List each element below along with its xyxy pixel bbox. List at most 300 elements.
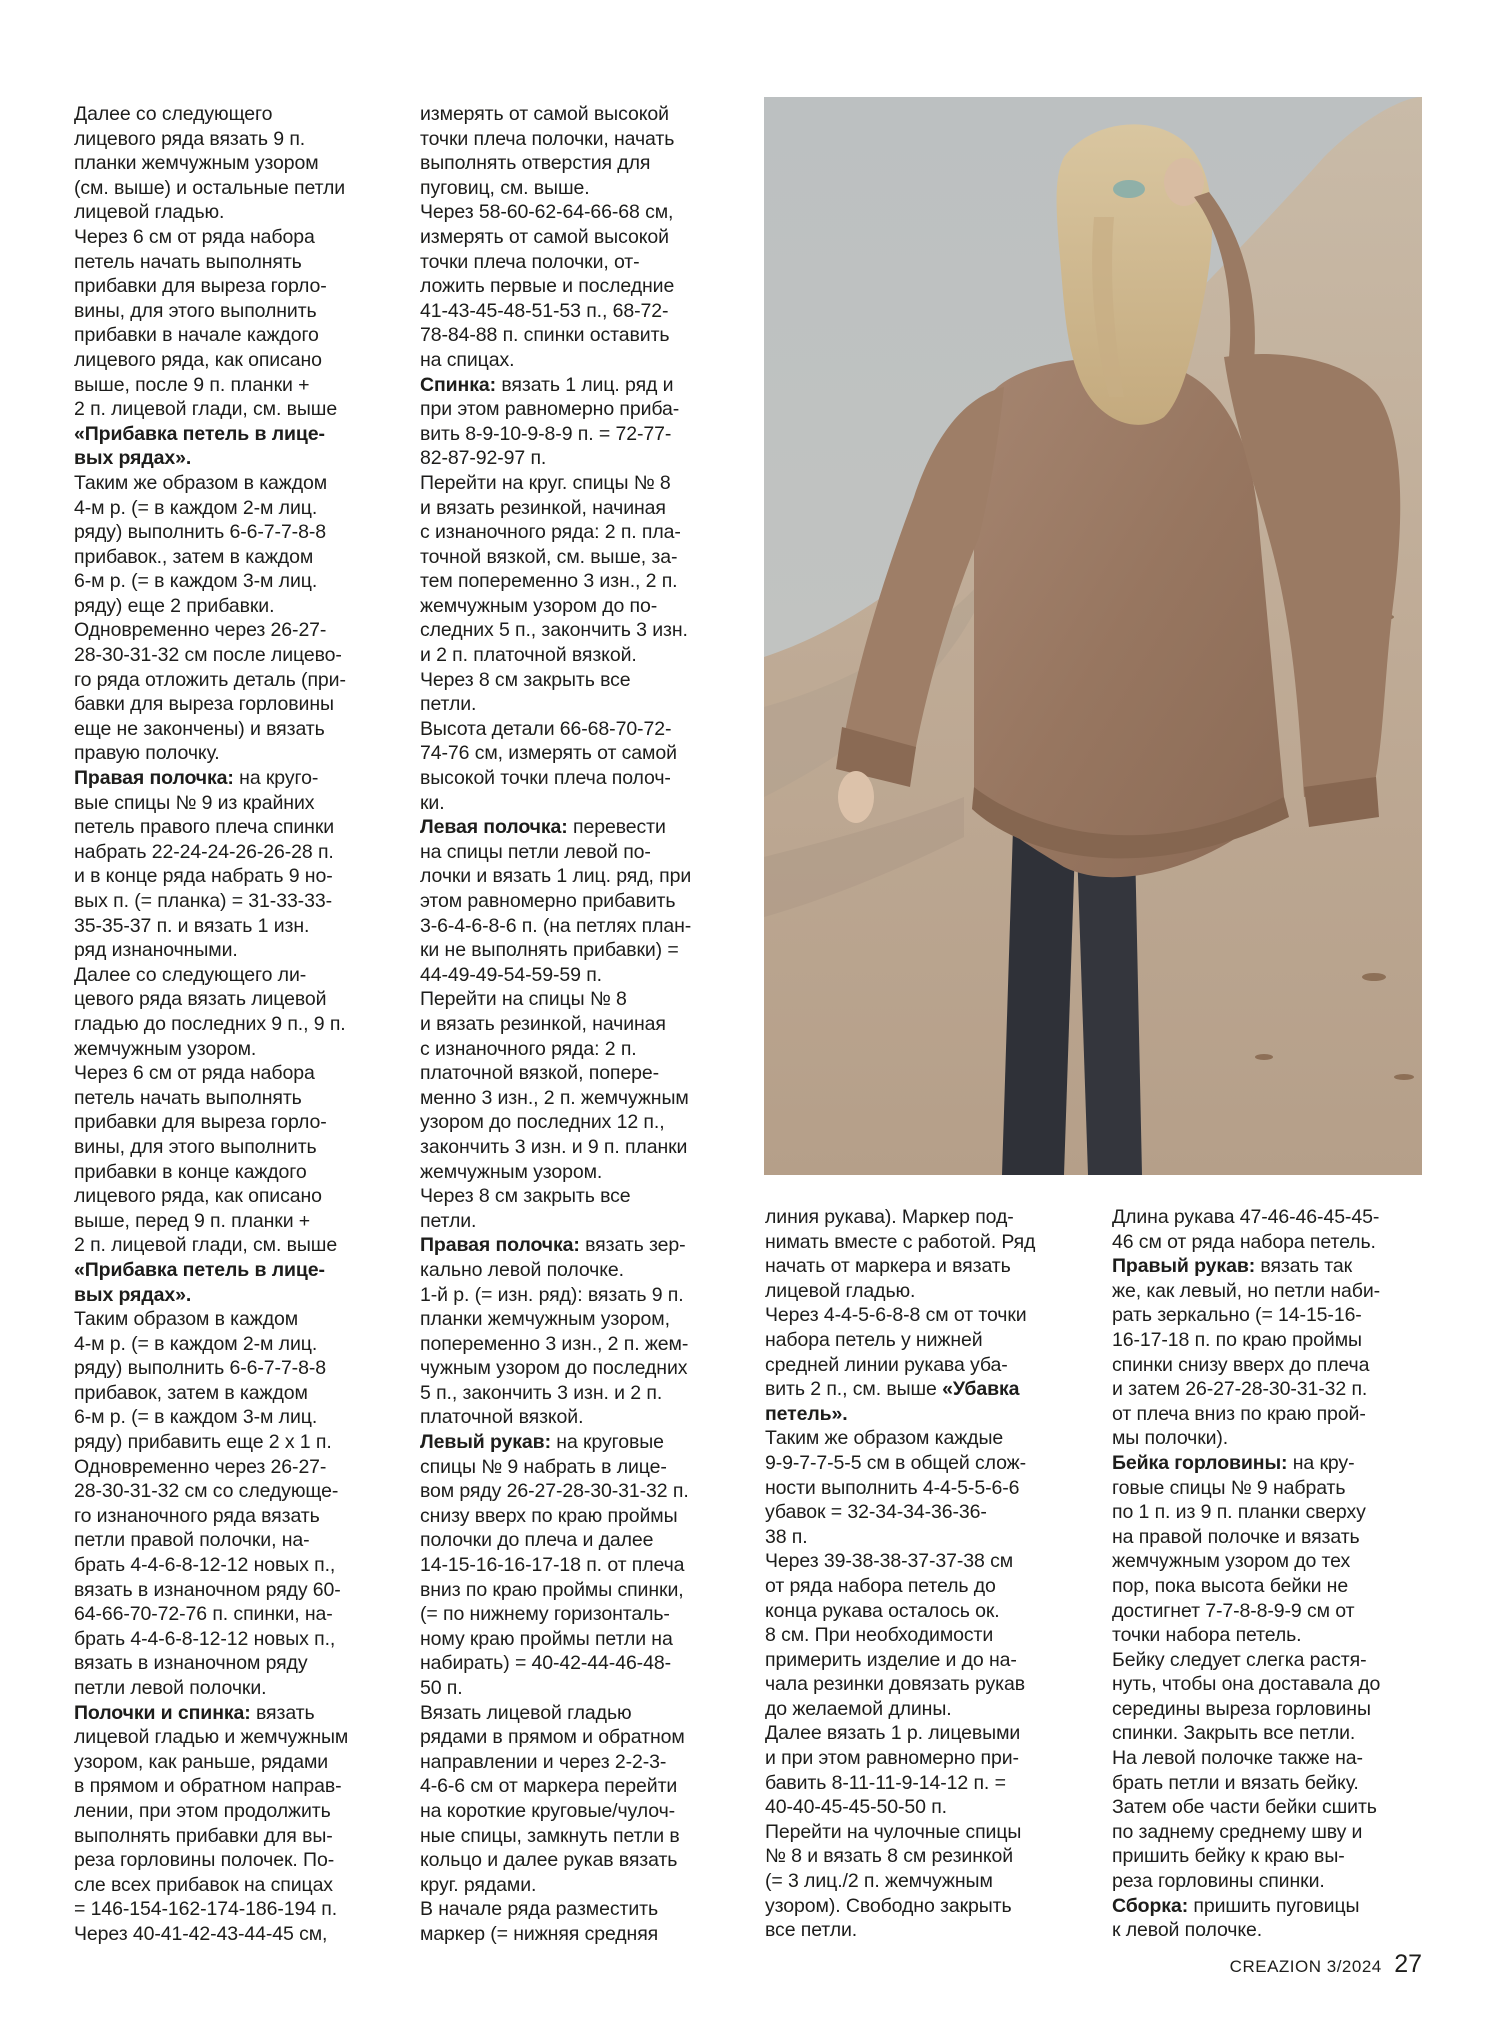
text-run: Одновременно через 26-27- bbox=[74, 619, 327, 642]
text-line bbox=[420, 200, 740, 225]
text-line bbox=[420, 1307, 740, 1332]
text-line bbox=[74, 1651, 394, 1676]
text-line bbox=[420, 1233, 740, 1258]
text-run: реза горловины полочек. По- bbox=[74, 1849, 335, 1872]
text-run: гладью до последних 9 п., 9 п. bbox=[74, 1012, 346, 1035]
text-run: ряд изнаночными. bbox=[74, 939, 238, 962]
text-run: 44-49-49-54-59-59 п. bbox=[420, 963, 603, 986]
bold-heading: Левая полочка: bbox=[420, 816, 568, 839]
text-line bbox=[765, 1500, 1085, 1525]
text-line bbox=[765, 1894, 1085, 1919]
text-run: правую полочку. bbox=[74, 742, 220, 765]
text-line bbox=[420, 643, 740, 668]
text-line bbox=[420, 594, 740, 619]
text-line bbox=[420, 545, 740, 570]
text-line bbox=[420, 1504, 740, 1529]
text-run: чужным узором до последних bbox=[420, 1357, 688, 1380]
text-line bbox=[420, 1774, 740, 1799]
text-run: и 2 п. платочной вязкой. bbox=[420, 644, 637, 667]
magazine-issue: CREAZION 3/2024 bbox=[1229, 1957, 1382, 1976]
text-line bbox=[1112, 1894, 1432, 1919]
text-run: вить 8-9-10-9-8-9 п. = 72-77- bbox=[420, 422, 672, 445]
bold-heading: «Убавка bbox=[942, 1378, 1020, 1401]
text-line bbox=[765, 1844, 1085, 1869]
text-run: жемчужным узором до по- bbox=[420, 594, 658, 617]
text-line bbox=[1112, 1672, 1432, 1697]
text-line bbox=[420, 323, 740, 348]
text-run: платочной вязкой, попере- bbox=[420, 1062, 660, 1085]
text-line bbox=[420, 1012, 740, 1037]
text-line bbox=[420, 618, 740, 643]
text-line bbox=[420, 1578, 740, 1603]
text-run: Одновременно через 26-27- bbox=[74, 1455, 327, 1478]
text-line bbox=[74, 348, 394, 373]
text-run: рядами в прямом и обратном bbox=[420, 1726, 685, 1749]
text-line bbox=[420, 963, 740, 988]
text-run: ности выполнить 4-4-5-5-6-6 bbox=[765, 1476, 1020, 1499]
text-run: 46 см от ряда набора петель. bbox=[1112, 1230, 1376, 1253]
text-run: вниз по краю проймы спинки, bbox=[420, 1578, 684, 1601]
text-run: Вязать лицевой гладью bbox=[420, 1701, 632, 1724]
text-line bbox=[74, 791, 394, 816]
text-run: Через 8 см закрыть все bbox=[420, 668, 631, 691]
text-run: спинки снизу вверх до плеча bbox=[1112, 1353, 1370, 1376]
text-line bbox=[1112, 1426, 1432, 1451]
text-line bbox=[74, 299, 394, 324]
page-number: 27 bbox=[1394, 1950, 1422, 1978]
text-line bbox=[74, 1233, 394, 1258]
text-line bbox=[765, 1525, 1085, 1550]
text-run: Перейти на спицы № 8 bbox=[420, 988, 627, 1011]
text-line bbox=[420, 496, 740, 521]
text-run: жемчужным узором. bbox=[74, 1037, 257, 1060]
text-run: лицевого ряда, как описано bbox=[74, 1185, 322, 1208]
text-line bbox=[765, 1303, 1085, 1328]
text-run: маркер (= нижняя средняя bbox=[420, 1922, 659, 1945]
text-run: го ряда отложить деталь (при- bbox=[74, 668, 346, 691]
text-run: ложить первые и последние bbox=[420, 275, 675, 298]
text-line bbox=[74, 1479, 394, 1504]
text-line bbox=[74, 668, 394, 693]
text-run: пор, пока высота бейки не bbox=[1112, 1574, 1349, 1597]
text-run: узором, как раньше, рядами bbox=[74, 1750, 329, 1773]
text-line bbox=[420, 938, 740, 963]
text-line bbox=[765, 1918, 1085, 1943]
bold-heading: Правая полочка: bbox=[74, 767, 234, 790]
text-line bbox=[765, 1697, 1085, 1722]
text-line bbox=[420, 1824, 740, 1849]
text-line bbox=[420, 1381, 740, 1406]
text-line bbox=[1112, 1599, 1432, 1624]
text-line bbox=[1112, 1205, 1432, 1230]
text-line bbox=[74, 889, 394, 914]
text-line bbox=[765, 1869, 1085, 1894]
text-line bbox=[420, 299, 740, 324]
text-run: пуговиц, см. выше. bbox=[420, 176, 590, 199]
text-run: брать 4-4-6-8-12-12 новых п., bbox=[74, 1627, 336, 1650]
text-line bbox=[74, 1725, 394, 1750]
text-line bbox=[1112, 1451, 1432, 1476]
text-line bbox=[74, 1405, 394, 1430]
text-line bbox=[1112, 1648, 1432, 1673]
text-run: брать 4-4-6-8-12-12 новых п., bbox=[74, 1554, 336, 1577]
text-run: 78-84-88 п. спинки оставить bbox=[420, 324, 670, 347]
text-run: бавить 8-11-11-9-14-12 п. = bbox=[765, 1771, 1006, 1794]
text-run: 1-й р. (= изн. ряд): вязать 9 п. bbox=[420, 1283, 684, 1306]
text-line bbox=[765, 1254, 1085, 1279]
text-run: на спицы петли левой по- bbox=[420, 840, 651, 863]
text-line bbox=[74, 1283, 394, 1308]
text-line bbox=[420, 1184, 740, 1209]
text-line bbox=[74, 102, 394, 127]
text-line bbox=[74, 545, 394, 570]
text-run: Через 40-41-42-43-44-45 см, bbox=[74, 1922, 328, 1945]
text-line bbox=[765, 1476, 1085, 1501]
text-run: Далее со следующего ли- bbox=[74, 963, 307, 986]
text-run: Далее вязать 1 р. лицевыми bbox=[765, 1722, 1021, 1745]
text-line bbox=[765, 1599, 1085, 1624]
text-run: и вязать резинкой, начиная bbox=[420, 1012, 666, 1035]
text-line bbox=[765, 1721, 1085, 1746]
text-run: петель начать выполнять bbox=[74, 1086, 302, 1109]
text-line bbox=[1112, 1353, 1432, 1378]
text-line bbox=[765, 1648, 1085, 1673]
text-line bbox=[1112, 1746, 1432, 1771]
text-line bbox=[765, 1353, 1085, 1378]
text-line bbox=[420, 274, 740, 299]
text-run: узором). Свободно закрыть bbox=[765, 1894, 1012, 1917]
text-line bbox=[420, 1922, 740, 1947]
bold-heading: вых рядах». bbox=[74, 1283, 192, 1306]
text-line bbox=[420, 987, 740, 1012]
text-line bbox=[420, 225, 740, 250]
text-run: снизу вверх по краю проймы bbox=[420, 1504, 678, 1527]
text-line bbox=[420, 422, 740, 447]
text-run: конца рукава осталось ок. bbox=[765, 1599, 1000, 1622]
bold-heading: Правая полочка: bbox=[420, 1234, 580, 1257]
text-line bbox=[765, 1205, 1085, 1230]
text-run: с изнаночного ряда: 2 п. bbox=[420, 1037, 637, 1060]
text-line bbox=[74, 373, 394, 398]
text-run: (см. выше) и остальные петли bbox=[74, 176, 346, 199]
text-line bbox=[74, 914, 394, 939]
text-run: Через 39-38-38-37-37-38 см bbox=[765, 1550, 1014, 1573]
text-run: прибавок, затем в каждом bbox=[74, 1381, 308, 1404]
text-line bbox=[765, 1402, 1085, 1427]
text-run: нуть, чтобы она доставала до bbox=[1112, 1673, 1381, 1696]
text-run: вязать bbox=[250, 1701, 315, 1724]
text-run: лицевого ряда вязать 9 п. bbox=[74, 127, 306, 150]
text-run: мы полочки). bbox=[1112, 1427, 1229, 1450]
bold-heading: Спинка: bbox=[420, 373, 497, 396]
text-run: ному краю проймы петли на bbox=[420, 1627, 673, 1650]
text-line bbox=[74, 1061, 394, 1086]
text-run: менно 3 изн., 2 п. жемчужным bbox=[420, 1086, 689, 1109]
text-run: петель начать выполнять bbox=[74, 250, 302, 273]
text-run: начать от маркера и вязать bbox=[765, 1255, 1011, 1278]
text-run: петли. bbox=[420, 693, 477, 716]
text-line bbox=[420, 1848, 740, 1873]
photo-illustration bbox=[764, 97, 1422, 1175]
text-line bbox=[765, 1279, 1085, 1304]
text-run: 4-м р. (= в каждом 2-м лиц. bbox=[74, 1332, 318, 1355]
text-line bbox=[74, 594, 394, 619]
text-run: вом ряду 26-27-28-30-31-32 п. bbox=[420, 1480, 689, 1503]
text-line bbox=[1112, 1771, 1432, 1796]
text-line bbox=[765, 1451, 1085, 1476]
text-run: прибавки в начале каждого bbox=[74, 324, 319, 347]
text-line bbox=[420, 1725, 740, 1750]
text-run: линия рукава). Маркер под- bbox=[765, 1206, 1014, 1228]
text-line bbox=[420, 520, 740, 545]
text-line bbox=[74, 397, 394, 422]
text-line bbox=[74, 1184, 394, 1209]
text-run: на кру- bbox=[1287, 1451, 1355, 1474]
text-run: Бейку следует слегка растя- bbox=[1112, 1648, 1367, 1671]
text-run: брать петли и вязать бейку. bbox=[1112, 1771, 1359, 1794]
text-run: прибавок., затем в каждом bbox=[74, 545, 314, 568]
text-line bbox=[1112, 1574, 1432, 1599]
text-line bbox=[74, 1086, 394, 1111]
text-line bbox=[74, 1750, 394, 1775]
text-line bbox=[420, 1528, 740, 1553]
text-run: Таким же образом каждые bbox=[765, 1427, 1004, 1450]
text-line bbox=[420, 1627, 740, 1652]
text-line bbox=[420, 176, 740, 201]
bold-heading: Левый рукав: bbox=[420, 1431, 551, 1454]
text-line bbox=[74, 1602, 394, 1627]
text-line bbox=[74, 1848, 394, 1873]
text-line bbox=[420, 1479, 740, 1504]
text-line bbox=[420, 1602, 740, 1627]
text-line bbox=[765, 1377, 1085, 1402]
text-line bbox=[74, 815, 394, 840]
text-run: ки не выполнять прибавки) = bbox=[420, 939, 679, 962]
text-run: лицевой гладью. bbox=[74, 201, 225, 224]
text-line bbox=[420, 840, 740, 865]
text-run: го изнаночного ряда вязать bbox=[74, 1504, 320, 1527]
text-run: бавки для выреза горловины bbox=[74, 693, 334, 716]
text-line bbox=[420, 1061, 740, 1086]
text-line bbox=[74, 1037, 394, 1062]
text-run: 4-6-6 см от маркера перейти bbox=[420, 1775, 678, 1798]
text-line bbox=[765, 1746, 1085, 1771]
text-line bbox=[420, 1160, 740, 1185]
text-line bbox=[74, 471, 394, 496]
text-line bbox=[420, 102, 740, 127]
text-line bbox=[1112, 1795, 1432, 1820]
text-run: чала резинки довязать рукав bbox=[765, 1673, 1025, 1696]
text-run: (= 3 лиц./2 п. жемчужным bbox=[765, 1870, 993, 1893]
text-line bbox=[420, 1701, 740, 1726]
text-line bbox=[420, 766, 740, 791]
text-line bbox=[74, 225, 394, 250]
text-run: на короткие круговые/чулоч- bbox=[420, 1799, 676, 1822]
text-run: (= по нижнему горизонталь- bbox=[420, 1603, 670, 1626]
text-line bbox=[74, 1307, 394, 1332]
text-line bbox=[1112, 1844, 1432, 1869]
text-line bbox=[765, 1771, 1085, 1796]
text-run: убавок = 32-34-34-36-36- bbox=[765, 1501, 987, 1524]
text-line bbox=[420, 1209, 740, 1234]
text-line bbox=[1112, 1500, 1432, 1525]
text-run: прибавки для выреза горло- bbox=[74, 1111, 327, 1134]
text-line bbox=[1112, 1820, 1432, 1845]
text-line bbox=[420, 348, 740, 373]
text-run: нимать вместе с работой. Ряд bbox=[765, 1230, 1036, 1253]
text-line bbox=[765, 1820, 1085, 1845]
text-run: вины, для этого выполнить bbox=[74, 299, 317, 322]
text-line bbox=[420, 1873, 740, 1898]
text-line bbox=[420, 741, 740, 766]
text-line bbox=[420, 1405, 740, 1430]
text-run: На левой полочке также на- bbox=[1112, 1747, 1363, 1770]
text-line bbox=[420, 397, 740, 422]
text-run: ные спицы, замкнуть петли в bbox=[420, 1824, 680, 1847]
text-run: 2 п. лицевой глади, см. выше bbox=[74, 398, 338, 421]
text-run: еще не закончены) и вязать bbox=[74, 717, 325, 740]
text-run: вязать в изнаночном ряду 60- bbox=[74, 1578, 341, 1601]
text-line bbox=[74, 1774, 394, 1799]
text-run: высокой точки плеча полоч- bbox=[420, 767, 671, 790]
text-run: ряду) еще 2 прибавки. bbox=[74, 594, 275, 617]
text-line bbox=[420, 446, 740, 471]
text-run: 6-м р. (= в каждом 3-м лиц. bbox=[74, 1406, 318, 1429]
text-line bbox=[1112, 1623, 1432, 1648]
text-line bbox=[74, 200, 394, 225]
text-line bbox=[1112, 1721, 1432, 1746]
page-footer bbox=[1230, 1950, 1422, 1979]
text-run: ряду) прибавить еще 2 х 1 п. bbox=[74, 1431, 332, 1454]
text-line bbox=[420, 569, 740, 594]
bold-heading: Полочки и спинка: bbox=[74, 1701, 251, 1724]
text-run: 28-30-31-32 см со следующе- bbox=[74, 1480, 339, 1503]
text-run: попеременно 3 изн., 2 п. жем- bbox=[420, 1332, 689, 1355]
text-run: лении, при этом продолжить bbox=[74, 1799, 331, 1822]
text-line bbox=[74, 1332, 394, 1357]
text-run: Длина рукава 47-46-46-45-45- bbox=[1112, 1206, 1380, 1228]
text-line bbox=[420, 914, 740, 939]
text-line bbox=[74, 250, 394, 275]
text-line bbox=[765, 1328, 1085, 1353]
text-run: 38 п. bbox=[765, 1525, 808, 1548]
text-line bbox=[74, 1922, 394, 1947]
text-line bbox=[420, 791, 740, 816]
text-line bbox=[74, 1897, 394, 1922]
text-line bbox=[1112, 1254, 1432, 1279]
text-run: кально левой полочке. bbox=[420, 1258, 624, 1281]
text-line bbox=[1112, 1918, 1432, 1943]
text-run: выше, перед 9 п. планки + bbox=[74, 1209, 311, 1232]
text-run: Таким образом в каждом bbox=[74, 1308, 299, 1331]
text-run: Затем обе части бейки сшить bbox=[1112, 1796, 1377, 1819]
bold-heading: вых рядах». bbox=[74, 447, 192, 470]
text-run: измерять от самой высокой bbox=[420, 103, 669, 125]
text-run: ряду) выполнить 6-6-7-7-8-8 bbox=[74, 521, 326, 544]
text-run: реза горловины спинки. bbox=[1112, 1870, 1325, 1893]
text-run: спинки. Закрыть все петли. bbox=[1112, 1722, 1356, 1745]
text-run: следних 5 п., закончить 3 изн. bbox=[420, 619, 688, 642]
text-run: Через 58-60-62-64-66-68 см, bbox=[420, 201, 674, 224]
text-run: 8 см. При необходимости bbox=[765, 1624, 994, 1647]
text-run: В начале ряда разместить bbox=[420, 1898, 659, 1921]
text-run: на круго- bbox=[233, 767, 319, 790]
text-line bbox=[420, 1430, 740, 1455]
text-line bbox=[420, 1676, 740, 1701]
text-run: цевого ряда вязать лицевой bbox=[74, 988, 327, 1011]
text-run: петли правой полочки, на- bbox=[74, 1529, 310, 1552]
text-line bbox=[74, 618, 394, 643]
text-line bbox=[420, 1750, 740, 1775]
text-run: Через 6 см от ряда набора bbox=[74, 1062, 315, 1085]
text-line bbox=[1112, 1377, 1432, 1402]
text-run: петли. bbox=[420, 1209, 477, 1232]
text-run: 50 п. bbox=[420, 1677, 463, 1699]
text-line bbox=[420, 1110, 740, 1135]
text-run: ки. bbox=[420, 791, 445, 814]
text-run: вые спицы № 9 из крайних bbox=[74, 791, 315, 814]
text-run: выполнять прибавки для вы- bbox=[74, 1824, 333, 1847]
text-line bbox=[420, 250, 740, 275]
text-line bbox=[74, 1135, 394, 1160]
text-line bbox=[74, 274, 394, 299]
text-line bbox=[1112, 1402, 1432, 1427]
text-run: платочной вязкой. bbox=[420, 1406, 584, 1429]
text-run: кольцо и далее рукав вязать bbox=[420, 1849, 678, 1872]
text-run: при этом равномерно приба- bbox=[420, 398, 680, 421]
text-run: вязать в изнаночном ряду bbox=[74, 1652, 308, 1675]
text-line bbox=[1112, 1230, 1432, 1255]
text-line bbox=[74, 692, 394, 717]
text-line bbox=[74, 1356, 394, 1381]
text-run: = 146-154-162-174-186-194 п. bbox=[74, 1898, 338, 1921]
text-run: ряду) выполнить 6-6-7-7-8-8 bbox=[74, 1357, 326, 1380]
bold-heading: «Прибавка петель в лице- bbox=[74, 1258, 325, 1281]
text-line bbox=[74, 938, 394, 963]
text-line bbox=[74, 840, 394, 865]
text-line bbox=[74, 766, 394, 791]
text-line bbox=[74, 963, 394, 988]
text-line bbox=[1112, 1697, 1432, 1722]
text-run: рать зеркально (= 14-15-16- bbox=[1112, 1304, 1362, 1327]
text-run: пришить пуговицы bbox=[1188, 1894, 1360, 1917]
text-line bbox=[420, 668, 740, 693]
text-line bbox=[765, 1574, 1085, 1599]
text-run: и в конце ряда набрать 9 но- bbox=[74, 865, 333, 888]
text-column-4 bbox=[1112, 1205, 1432, 1943]
text-run: набирать) = 40-42-44-46-48- bbox=[420, 1652, 671, 1675]
text-run: круг. рядами. bbox=[420, 1873, 537, 1896]
text-line bbox=[74, 127, 394, 152]
text-run: в прямом и обратном направ- bbox=[74, 1775, 342, 1798]
text-line bbox=[420, 717, 740, 742]
text-run: петель правого плеча спинки bbox=[74, 816, 335, 839]
text-run: вых п. (= планка) = 31-33-33- bbox=[74, 890, 332, 912]
text-line bbox=[420, 1332, 740, 1357]
text-run: лицевой гладью и жемчужным bbox=[74, 1726, 349, 1749]
text-run: 3-6-4-6-8-6 п. (на петлях план- bbox=[420, 914, 692, 937]
text-run: полочки до плеча и далее bbox=[420, 1529, 654, 1552]
text-line bbox=[420, 815, 740, 840]
text-line bbox=[765, 1672, 1085, 1697]
text-run: 9-9-7-7-5-5 см в общей слож- bbox=[765, 1451, 1027, 1474]
text-line bbox=[420, 1553, 740, 1578]
text-line bbox=[420, 1455, 740, 1480]
text-line bbox=[74, 1012, 394, 1037]
text-line bbox=[420, 1897, 740, 1922]
text-line bbox=[420, 373, 740, 398]
text-run: перевести bbox=[567, 816, 666, 839]
